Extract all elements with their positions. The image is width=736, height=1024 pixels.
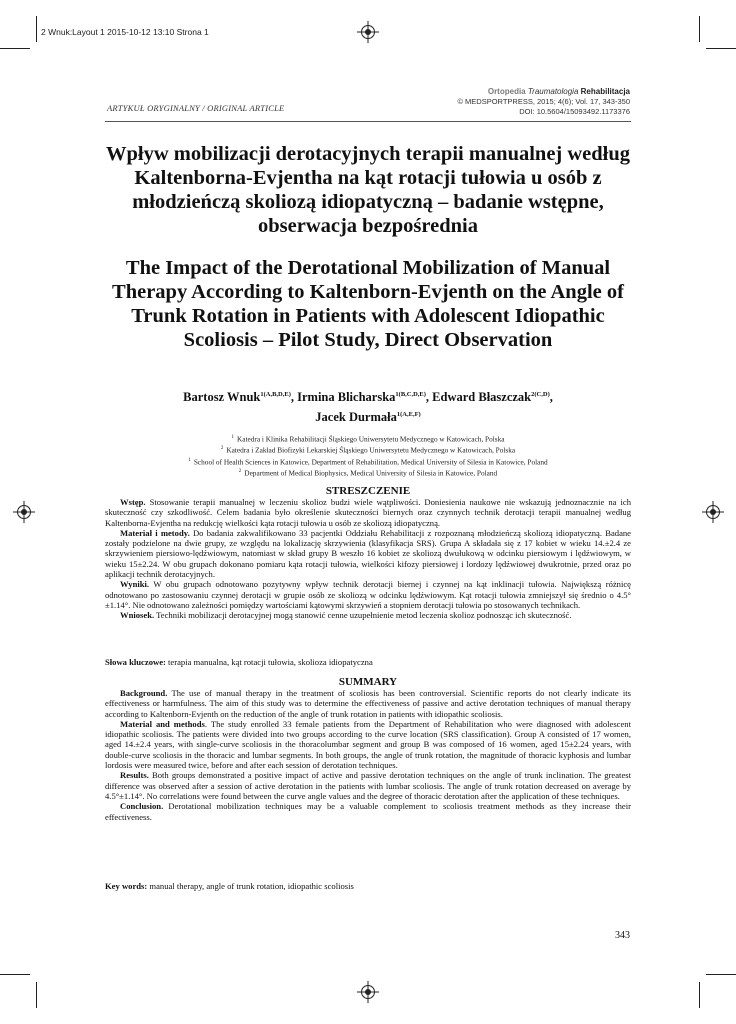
abstract-paragraph: [105, 610, 631, 620]
paragraph-text: Both groups demonstrated a positive impact of active and passive derotation techniques on the angle of trunk inclination. The greatest difference was observed after a session of active derotation in the patients with lumbar scoliosis. The angle of trunk rotation decreased on average by 4.5°±1.14°. No correlations were found between the curve angle values and the degree of thoracic derotation after the application of these techniques.: [105, 770, 631, 801]
keywords-label: Key words:: [105, 881, 148, 891]
author-affiliation-marker: 1(A,B,D,E): [260, 391, 291, 398]
title-english: The Impact of the Derotational Mobilization of Manual Therapy According to Kaltenborn-Evjenth on the Angle of Trunk Rotation in Patients with Adolescent Idiopathic Scoliosis – Pilot Study, Direct Observation: [112, 257, 624, 351]
crop-mark: [706, 48, 736, 49]
crop-mark: [36, 16, 37, 42]
header-divider: [105, 121, 631, 122]
crop-mark: [0, 974, 30, 975]
author: [315, 410, 420, 424]
paragraph-text: Techniki mobilizacji derotacyjnej mogą stanowić cenne uzupełnienie metod leczenia skolioz podnosząc ich skuteczność.: [154, 610, 572, 621]
author-affiliation-marker: 2(C,D): [531, 391, 550, 398]
affiliation: [105, 456, 631, 467]
registration-mark-icon: [361, 985, 375, 999]
print-slug: 2 Wnuk:Layout 1 2015-10-12 13:10 Strona 1: [41, 27, 209, 37]
page-number: 343: [615, 930, 630, 941]
author-separator: ,: [290, 390, 298, 405]
author-name: Bartosz Wnuk: [183, 390, 261, 405]
author: [297, 390, 432, 404]
journal-name-part: Traumatologia: [527, 87, 579, 96]
author-name: Irmina Blicharska: [297, 390, 396, 405]
abstract-paragraph: [105, 801, 631, 822]
author: [432, 390, 553, 404]
paragraph-label: Background.: [120, 688, 168, 698]
author-affiliation-marker: 1(B,C,D,E): [395, 391, 426, 398]
paragraph-text: . The study enrolled 33 female patients from the Department of Rehabilitation who were diagnosed with adolescent idiopathic scoliosis. The patients were divided into two groups according to the curve location (SRS classification). Group A consisted of 17 women, aged 14.±2.4 years, with single-curve scoliosis in the thoracolumbar segment and group B was composed of 16 women, aged 15±2.24 years, with double-curve scoliosis in the thoracic and lumbar segments. In both groups, the angle of trunk rotation, the magnitude of thoracic kyphosis and lumbar lordosis were measured twice, before and after each session of derotation techniques.: [105, 718, 631, 771]
affiliation-number: 2: [220, 446, 224, 452]
paragraph-label: Materiał i metody.: [120, 527, 190, 538]
paragraph-text: Derotational mobilization techniques may be a valuable complement to scoliosis treatment methods as they increase their effectiveness.: [105, 801, 631, 822]
affiliation-text: School of Health Sciences in Katowice, Department of Rehabilitation, Medical University of Silesia in Katowice, Poland: [193, 457, 548, 467]
summary-body: [105, 688, 631, 822]
author-list: [105, 386, 631, 426]
affiliation-text: Katedra i Zakład Biofizyki Lekarskiej Śląskiego Uniwersytetu Medycznego w Katowicach, Polska: [226, 445, 516, 455]
author-affiliation-marker: 1(A,E,F): [396, 411, 421, 419]
crop-mark: [699, 16, 700, 42]
streszczenie-heading: STRESZCZENIE: [325, 485, 411, 497]
journal-doi: DOI: 10.5604/15093492.1173376: [519, 107, 630, 116]
affiliation-list: [105, 433, 631, 479]
author-separator: ,: [549, 390, 553, 405]
author-separator: ,: [425, 390, 433, 405]
abstract-paragraph: [105, 497, 631, 528]
author-name: Jacek Durmała: [315, 410, 397, 425]
affiliation: [105, 433, 631, 444]
paragraph-text: W obu grupach odnotowano pozytywny wpływ technik derotacji biernej i czynnej na kąt inklinacji tułowia. Największą różnicę odnotowano po zastosowaniu czynnej derotacji w grupie osób ze skoliozą w odcinku lędźwiowym. Kąt rotacji tułowia zmniejszył się średnio o 4.5°±1.14°. Nie odnotowano zależności pomiędzy wartościami kątowymi skrzywień a stopniem derotacji tułowia po stosowanych technikach.: [105, 579, 631, 610]
paragraph-label: Conclusion.: [120, 801, 164, 812]
abstract-paragraph: [105, 770, 631, 801]
author-name: Edward Błaszczak: [432, 390, 532, 405]
streszczenie-body: [105, 497, 631, 621]
registration-mark-icon: [361, 25, 375, 39]
affiliation-number: 1: [231, 435, 234, 440]
paragraph-text: Stosowanie terapii manualnej w leczeniu skolioz budzi wiele wątpliwości. Doniesienia naukowe nie wskazują jednoznacznie na ich skuteczność czy szkodliwość. Celem badania było określenie skuteczności biernych oraz czynnych technik derotacji terapii manualnej według Kaltenborna-Evjentha na redukcję wielkości kąta rotacji tułowia u osób ze skoliozą idiopatyczną.: [105, 497, 631, 528]
registration-mark-icon: [17, 505, 31, 519]
journal-name-part: Rehabilitacja: [580, 87, 630, 96]
affiliation-number: 1: [188, 457, 191, 463]
keywords-text: terapia manualna, kąt rotacji tułowia, skolioza idiopatyczna: [165, 657, 373, 667]
paragraph-label: Wniosek.: [120, 610, 155, 621]
crop-mark: [706, 974, 736, 975]
author: [183, 390, 297, 404]
abstract-paragraph: [105, 688, 631, 719]
abstract-paragraph: [105, 719, 631, 770]
affiliation-text: Katedra i Klinika Rehabilitacji Śląskiego Uniwersytetu Medycznego w Katowicach, Polska: [237, 434, 505, 444]
affiliation: [105, 467, 631, 478]
keywords-polish: [105, 657, 631, 667]
keywords-label: Słowa kluczowe:: [105, 657, 166, 667]
article-type: ARTYKUŁ ORYGINALNY / ORIGINAL ARTICLE: [107, 103, 285, 113]
paragraph-text: The use of manual therapy in the treatment of scoliosis has been controversial. Scientific reports do not clearly indicate its effectiveness or harmfulness. The aim of this study was to determine the effectiveness of passive and active derotation techniques of manual therapy according to Kaltenborn-Evjenth on the reduction of the angle of trunk rotation in patients with idiopathic scoliosis.: [105, 688, 631, 719]
abstract-paragraph: [105, 528, 631, 579]
paragraph-label: Wyniki.: [120, 579, 150, 590]
affiliation: [105, 444, 631, 455]
paragraph-label: Material and methods: [120, 718, 205, 729]
paragraph-text: Do badania zakwalifikowano 33 pacjentki Oddziału Rehabilitacji z rozpoznaną młodzieńczą skoliozą idiopatyczną. Badane zostały podzielone na dwie grupy, ze względu na lokalizację skrzywienia (klasyfikacja SRS). Grupa A składała się z 17 kobiet w wieku 14.±2.4 ze skrzywieniem piersiowo-lędźwiowym, natomiast w skład grupy B weszło 16 kobiet ze skoliozą dwułukową w odcinku piersiowym i lędźwiowym, w wieku 15±2.24. W obu grupach dokonano pomiaru kąta rotacji tułowia, wielkości kifozy piersiowej i lordozy lędźwiowej dwukrotnie, przed oraz po aplikacji technik derotacyjnych.: [105, 527, 631, 580]
keywords-english: [105, 881, 631, 891]
crop-mark: [699, 982, 700, 1008]
crop-mark: [0, 48, 30, 49]
title-polish: Wpływ mobilizacji derotacyjnych terapii manualnej według Kaltenborna-Evjentha na kąt rotacji tułowia u osób z młodzieńczą skoliozą idiopatyczną – badanie wstępne, obserwacja bezpośrednia: [105, 143, 631, 237]
crop-mark: [36, 982, 37, 1008]
paragraph-label: Results.: [120, 770, 149, 781]
keywords-text: manual therapy, angle of trunk rotation, idiopathic scoliosis: [147, 881, 354, 891]
journal-header: [457, 87, 630, 117]
affiliation-number: 2: [238, 469, 242, 475]
registration-mark-icon: [706, 505, 720, 519]
journal-name-part: Ortopedia: [487, 87, 526, 96]
summary-heading: SUMMARY: [338, 676, 398, 688]
journal-name: [457, 87, 630, 97]
journal-citation: © MEDSPORTPRESS, 2015; 4(6); Vol. 17, 343-350: [457, 97, 630, 106]
abstract-paragraph: [105, 579, 631, 610]
paragraph-label: Wstęp.: [120, 497, 146, 507]
affiliation-text: Department of Medical Biophysics, Medical University of Silesia in Katowice, Poland: [244, 468, 498, 478]
